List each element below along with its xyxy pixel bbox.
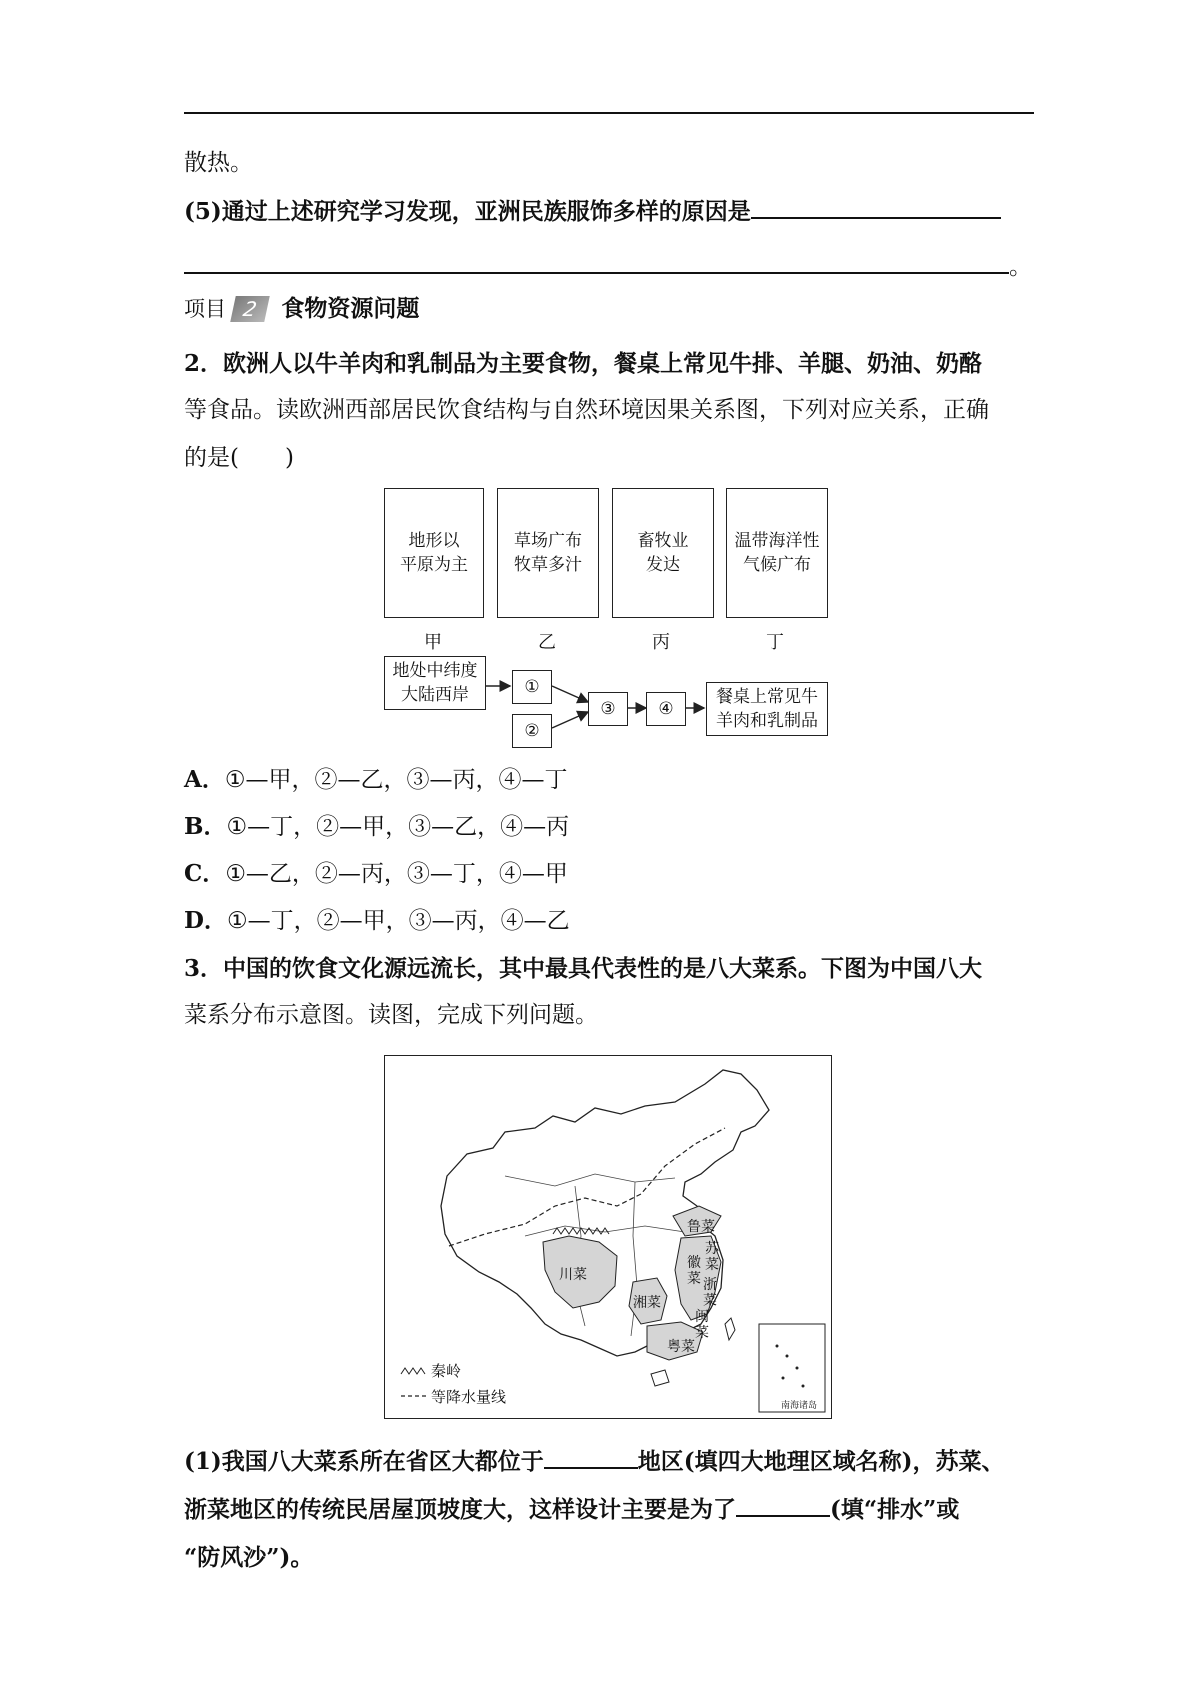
section-header bbox=[184, 290, 419, 323]
q3-line1 bbox=[184, 945, 1034, 993]
box-start bbox=[384, 656, 486, 710]
q2-line2 bbox=[184, 387, 1034, 434]
label-jia: 甲 bbox=[424, 632, 442, 653]
box-jia-line1: 地形以 bbox=[408, 531, 460, 551]
q5-end: 。 bbox=[1009, 254, 1032, 280]
box-yi-line1: 草场广布 bbox=[514, 531, 582, 551]
box-n3: ③ bbox=[588, 692, 628, 726]
map-label-chuan: 川菜 bbox=[559, 1267, 587, 1283]
q3-text-2: 菜系分布示意图。读图，完成下列问题。 bbox=[184, 1002, 598, 1028]
start-line2: 大陆西岸 bbox=[401, 685, 469, 705]
q2-line3 bbox=[184, 435, 1034, 482]
map-label-zhe-cai: 菜 bbox=[703, 1293, 717, 1309]
option-c[interactable] bbox=[184, 850, 1034, 898]
option-a[interactable] bbox=[184, 756, 1034, 804]
option-d-letter: D． bbox=[184, 907, 227, 934]
q2-line1 bbox=[184, 340, 1034, 388]
q3-sub1-e: “防风沙”)。 bbox=[184, 1544, 314, 1571]
q3-sub1-c: 浙菜地区的传统民居屋顶坡度大，这样设计主要是为了 bbox=[184, 1496, 736, 1523]
map-label-min-cai: 菜 bbox=[695, 1325, 709, 1341]
cause-effect-diagram bbox=[380, 488, 830, 741]
q2-text-2: 等食品。读欧洲西部居民饮食结构与自然环境因果关系图，下列对应关系，正确 bbox=[184, 397, 989, 423]
label-bing: 丙 bbox=[652, 632, 670, 653]
map-label-su: 苏 bbox=[705, 1241, 719, 1257]
option-d-text: ①—丁，②—甲，③—丙，④—乙 bbox=[226, 908, 570, 934]
box-n2: ② bbox=[512, 714, 552, 748]
q3-sub1-line3 bbox=[184, 1534, 1034, 1582]
map-label-zhe: 浙 bbox=[703, 1277, 717, 1293]
legend-isoline: 等降水量线 bbox=[431, 1388, 507, 1406]
label-yi: 乙 bbox=[538, 632, 556, 653]
q3-sub1-b: 地区(填四大地理区域名称)，苏菜、 bbox=[637, 1448, 1005, 1475]
option-a-text: ①—甲，②—乙，③—丙，④—丁 bbox=[224, 767, 568, 793]
map-label-hui-cai: 菜 bbox=[687, 1271, 701, 1287]
section-title: 食物资源问题 bbox=[281, 296, 420, 322]
text-top bbox=[184, 140, 1034, 187]
q3-sub1-a: (1)我国八大菜系所在省区大都位于 bbox=[184, 1448, 544, 1475]
option-b-text: ①—丁，②—甲，③—乙，④—丙 bbox=[226, 814, 570, 840]
top-rule bbox=[184, 112, 1034, 114]
q5-blank-1[interactable] bbox=[751, 191, 1001, 219]
label-ding: 丁 bbox=[766, 632, 784, 653]
map-label-lu: 鲁菜 bbox=[687, 1219, 715, 1235]
q5-text: (5)通过上述研究学习发现，亚洲民族服饰多样的原因是 bbox=[184, 198, 751, 225]
section-number-badge: 2 bbox=[230, 296, 270, 322]
box-ding-line1: 温带海洋性 bbox=[734, 531, 820, 551]
section-prefix: 项目 bbox=[184, 297, 226, 321]
q5-blank-2[interactable] bbox=[184, 246, 1009, 274]
option-d[interactable] bbox=[184, 897, 1034, 945]
q3-sub1-line1 bbox=[184, 1438, 1034, 1486]
box-bing-line2: 发达 bbox=[646, 555, 680, 575]
end-line1: 餐桌上常见牛 bbox=[716, 687, 818, 707]
inset-label: 南海诸岛 bbox=[781, 1401, 818, 1411]
top-text: 散热。 bbox=[184, 150, 253, 176]
box-n1: ① bbox=[512, 670, 552, 704]
q5-line-2 bbox=[184, 244, 1034, 291]
china-cuisine-map bbox=[384, 1055, 832, 1419]
start-line1: 地处中纬度 bbox=[392, 661, 478, 681]
legend-qinling: 秦岭 bbox=[431, 1362, 462, 1380]
q3-blank-2[interactable] bbox=[736, 1489, 830, 1517]
map-label-xiang: 湘菜 bbox=[633, 1295, 661, 1311]
map-label-min: 闽 bbox=[695, 1309, 709, 1325]
map-label-su-cai: 菜 bbox=[705, 1257, 719, 1273]
box-n4: ④ bbox=[646, 692, 686, 726]
box-end bbox=[706, 682, 828, 736]
box-yi-line2: 牧草多汁 bbox=[514, 555, 582, 575]
end-line2: 羊肉和乳制品 bbox=[716, 711, 818, 731]
box-ding-line2: 气候广布 bbox=[743, 555, 811, 575]
box-bing-line1: 畜牧业 bbox=[637, 531, 689, 551]
q3-line2 bbox=[184, 992, 1034, 1039]
q3-sub1-line2 bbox=[184, 1486, 1034, 1534]
option-c-text: ①—乙，②—丙，③—丁，④—甲 bbox=[225, 861, 568, 887]
option-b-letter: B． bbox=[184, 813, 227, 840]
q3-text-1: 3．中国的饮食文化源远流长，其中最具代表性的是八大菜系。下图为中国八大 bbox=[184, 955, 983, 982]
option-a-letter: A． bbox=[184, 766, 225, 793]
map-label-hui: 徽 bbox=[687, 1255, 701, 1271]
q2-text-3: 的是( ) bbox=[184, 445, 294, 471]
q5-line bbox=[184, 188, 1034, 236]
q2-text-1: 2．欧洲人以牛羊肉和乳制品为主要食物，餐桌上常见牛排、羊腿、奶油、奶酪 bbox=[184, 350, 983, 377]
box-jia-line2: 平原为主 bbox=[400, 555, 468, 575]
option-c-letter: C． bbox=[184, 860, 226, 887]
map-label-yue: 粤菜 bbox=[667, 1339, 695, 1355]
option-b[interactable] bbox=[184, 803, 1034, 851]
q3-sub1-d: (填“排水”或 bbox=[830, 1496, 960, 1523]
q3-blank-1[interactable] bbox=[544, 1441, 638, 1469]
